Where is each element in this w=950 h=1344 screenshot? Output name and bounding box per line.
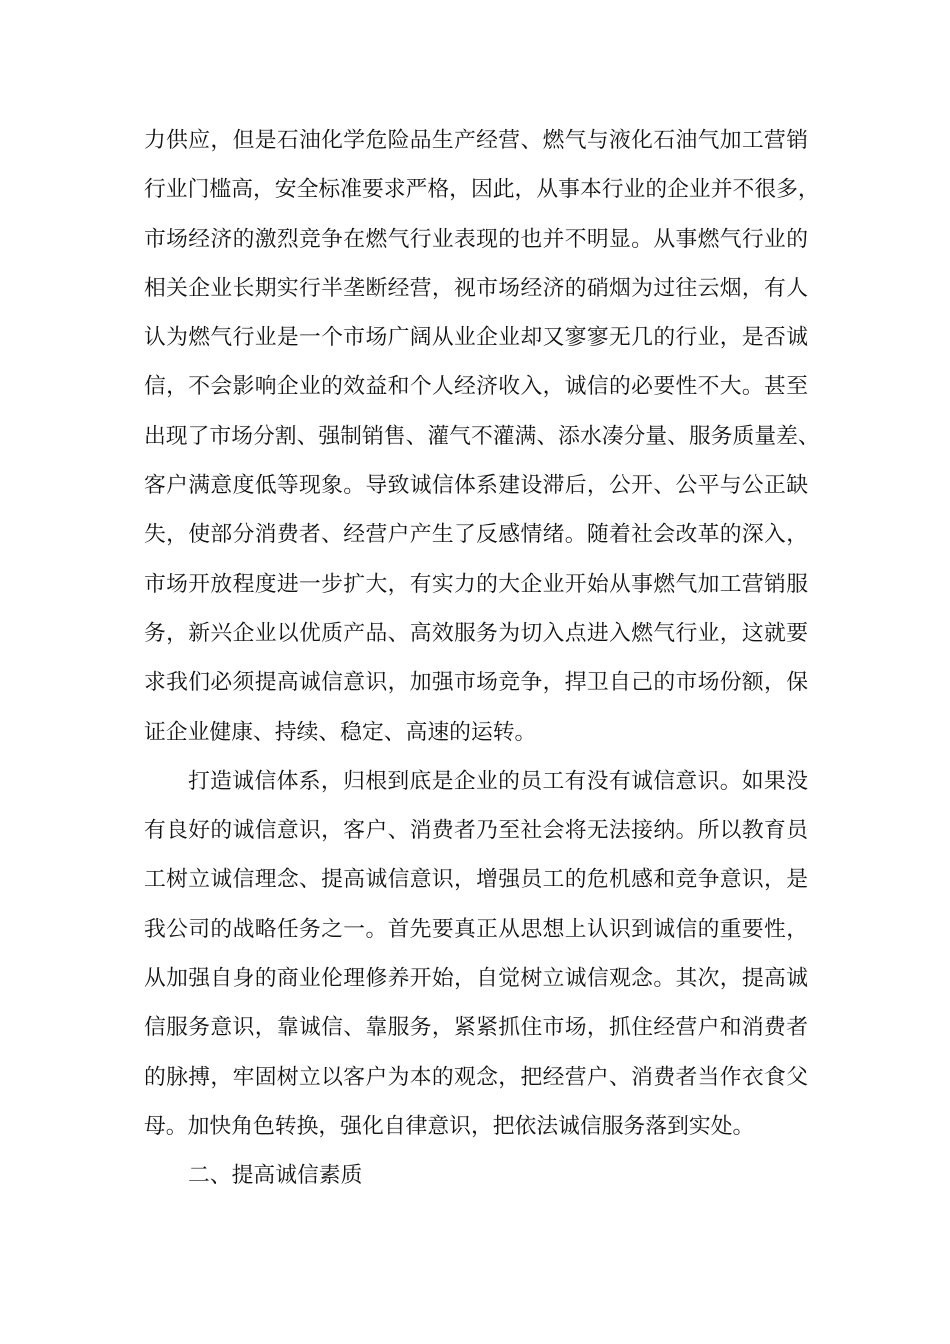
text-line: 认为燃气行业是一个市场广阔从业企业却又寥寥无几的行业，是否诚	[144, 325, 808, 351]
text-line: 证企业健康、持续、稳定、高速的运转。	[144, 719, 537, 745]
text-line: 我公司的战略任务之一。首先要真正从思想上认识到诚信的重要性，	[144, 916, 808, 942]
text-line: 务，新兴企业以优质产品、高效服务为切入点进入燃气行业，这就要	[144, 620, 808, 646]
paragraph-2	[144, 757, 808, 1151]
text-line: 工树立诚信理念、提高诚信意识，增强员工的危机感和竞争意识，是	[144, 867, 808, 893]
text-line: 打造诚信体系，归根到底是企业的员工有没有诚信意识。如果没	[188, 768, 808, 794]
text-line: 有良好的诚信意识，客户、消费者乃至社会将无法接纳。所以教育员	[144, 818, 808, 844]
section-heading: 二、提高诚信素质	[188, 1163, 363, 1189]
paragraph-1	[144, 116, 820, 757]
text-line: 客户满意度低等现象。导致诚信体系建设滞后，公开、公平与公正缺	[144, 473, 808, 499]
text-line: 市场开放程度进一步扩大，有实力的大企业开始从事燃气加工营销服	[144, 571, 808, 597]
body-text	[144, 116, 820, 1201]
text-line: 母。加快角色转换，强化自律意识，把依法诚信服务落到实处。	[144, 1113, 755, 1139]
text-line: 力供应，但是石油化学危险品生产经营、燃气与液化石油气加工营销	[144, 128, 808, 153]
text-line: 相关企业长期实行半垄断经营，视市场经济的硝烟为过往云烟，有人	[144, 275, 808, 301]
text-line: 失，使部分消费者、经营户产生了反感情绪。随着社会改革的深入，	[144, 522, 808, 548]
text-line: 出现了市场分割、强制销售、灌气不灌满、添水凑分量、服务质量差、	[144, 423, 820, 449]
text-line: 市场经济的激烈竞争在燃气行业表现的也并不明显。从事燃气行业的	[144, 226, 808, 252]
text-line: 信服务意识，靠诚信、靠服务，紧紧抓住市场，抓住经营户和消费者	[144, 1015, 808, 1041]
text-line: 求我们必须提高诚信意识，加强市场竞争，捍卫自己的市场份额，保	[144, 670, 808, 696]
text-line: 信，不会影响企业的效益和个人经济收入，诚信的必要性不大。甚至	[144, 374, 808, 400]
text-line: 行业门槛高，安全标准要求严格，因此，从事本行业的企业并不很多，	[144, 177, 820, 203]
text-line: 从加强自身的商业伦理修养开始，自觉树立诚信观念。其次，提高诚	[144, 966, 808, 992]
text-line: 的脉搏，牢固树立以客户为本的观念，把经营户、消费者当作衣食父	[144, 1064, 808, 1090]
